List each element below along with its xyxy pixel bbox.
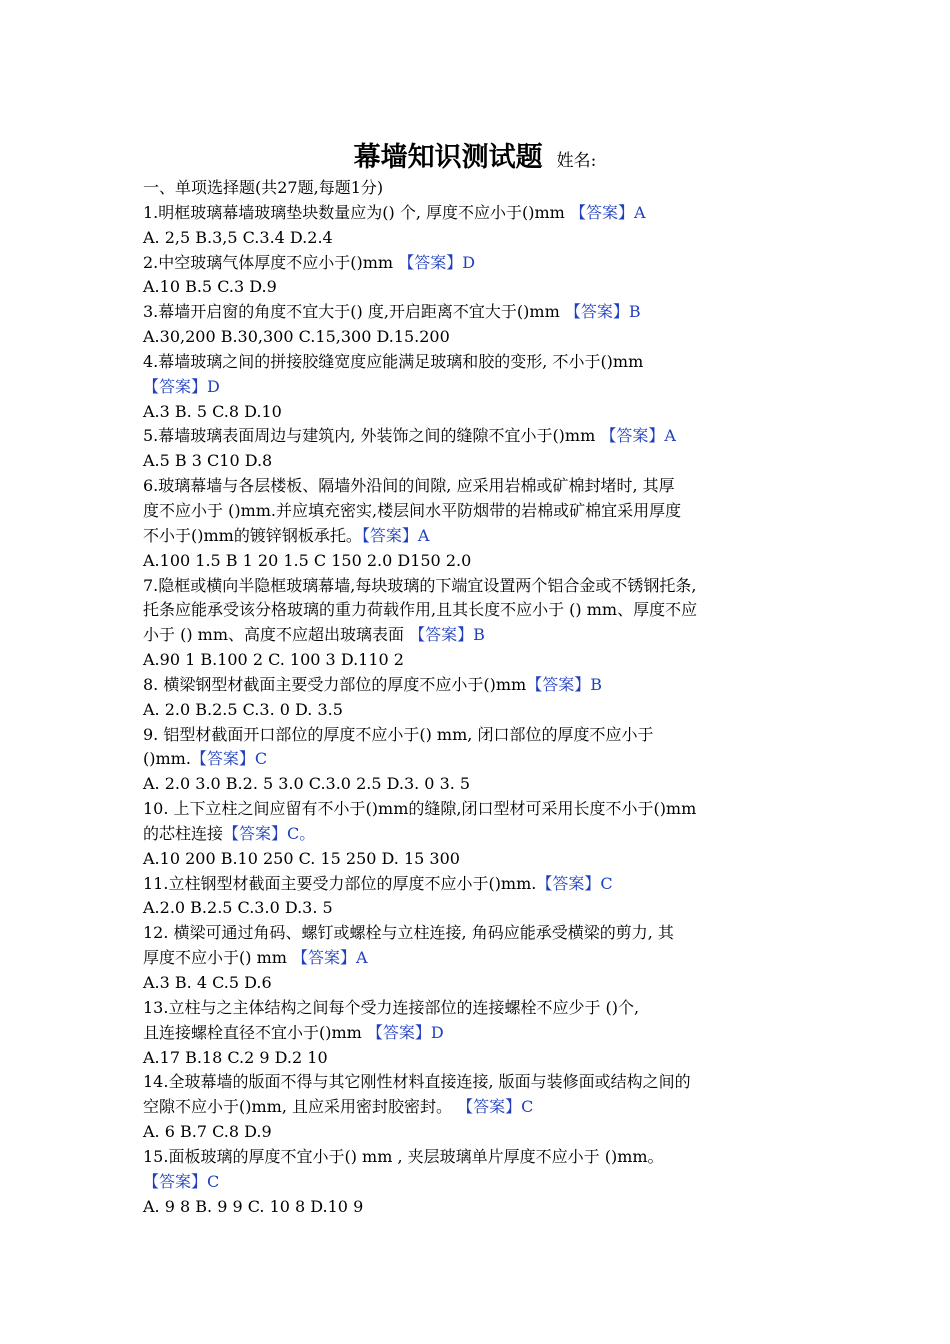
- line-text: 4.幕墙玻璃之间的拼接胶缝宽度应能满足玻璃和胶的变形, 不小于()mm: [143, 351, 644, 371]
- text-line: [143, 1070, 823, 1095]
- question-body: [143, 176, 823, 1219]
- line-text: A.10 200 B.10 250 C. 15 250 D. 15 300: [143, 848, 460, 868]
- line-text: A. 2.0 B.2.5 C.3. 0 D. 3.5: [143, 699, 343, 719]
- text-line: [143, 921, 823, 946]
- name-label: 姓名:: [556, 151, 597, 171]
- page-title: 幕墙知识测试题: [353, 142, 543, 173]
- line-text: A. 9 8 B. 9 9 C. 10 8 D.10 9: [143, 1196, 364, 1216]
- text-line: [143, 1120, 823, 1145]
- text-line: [143, 226, 823, 251]
- text-line: [143, 648, 823, 673]
- line-text: A. 2,5 B.3,5 C.3.4 D.2.4: [143, 227, 333, 247]
- text-line: [143, 1046, 823, 1071]
- line-text: 3.幕墙开启窗的角度不宜大于() 度,开启距离不宜大于()mm: [143, 302, 565, 322]
- answer-label: 【答案】D: [366, 1022, 444, 1042]
- text-line: [143, 1145, 823, 1170]
- answer-label: 【答案】B: [564, 302, 641, 322]
- title-row: [0, 135, 950, 174]
- answer-label: 【答案】A: [569, 202, 646, 222]
- text-line: [143, 350, 823, 375]
- text-line: [143, 598, 823, 623]
- text-line: [143, 474, 823, 499]
- text-line: [143, 698, 823, 723]
- line-text: 2.中空玻璃气体厚度不应小于()mm: [143, 252, 399, 272]
- line-text: 一、单项选择题(共27题,每题1分): [143, 178, 384, 197]
- answer-label: 【答案】C: [190, 749, 268, 769]
- text-line: [143, 549, 823, 574]
- text-line: [143, 325, 823, 350]
- text-line: [143, 1195, 823, 1220]
- line-text: 厚度不应小于() mm: [143, 948, 293, 968]
- line-text: A.100 1.5 B 1 20 1.5 C 150 2.0 D150 2.0: [143, 550, 472, 570]
- answer-label: 【答案】B: [409, 625, 485, 645]
- text-line: [143, 1021, 823, 1046]
- line-text: 13.立柱与之主体结构之间每个受力连接部位的连接螺栓不应少于 ()个,: [143, 997, 640, 1017]
- text-line: [143, 723, 823, 748]
- text-line: [143, 449, 823, 474]
- text-line: [143, 1170, 823, 1195]
- answer-label: 【答案】A: [292, 948, 368, 968]
- line-text: 1.明框玻璃幕墙玻璃垫块数量应为() 个, 厚度不应小于()mm: [143, 202, 570, 222]
- text-line: [143, 872, 823, 897]
- text-line: [143, 623, 823, 648]
- line-text: A. 2.0 3.0 B.2. 5 3.0 C.3.0 2.5 D.3. 0 3. 5: [143, 774, 471, 794]
- text-line: [143, 375, 823, 400]
- line-text: 不小于()mm的镀锌钢板承托。: [143, 525, 362, 545]
- text-line: [143, 847, 823, 872]
- line-text: 10. 上下立柱之间应留有不小于()mm的缝隙,闭口型材可采用长度不小于()mm: [143, 799, 697, 819]
- text-line: [143, 251, 823, 276]
- text-line: [143, 400, 823, 425]
- line-text: 托条应能承受该分格玻璃的重力荷载作用,且其长度不应小于 () mm、厚度不应: [143, 600, 698, 620]
- answer-label: 【答案】C: [536, 873, 613, 893]
- line-text: A.90 1 B.100 2 C. 100 3 D.110 2: [143, 650, 404, 670]
- line-text: A.2.0 B.2.5 C.3.0 D.3. 5: [143, 898, 333, 918]
- line-text: 12. 横梁可通过角码、螺钉或螺栓与立柱连接, 角码应能承受横梁的剪力, 其: [143, 923, 674, 943]
- line-text: 小于 () mm、高度不应超出玻璃表面: [143, 625, 410, 645]
- text-line: [143, 822, 823, 847]
- text-line: [143, 747, 823, 772]
- answer-label: 【答案】D: [143, 376, 220, 396]
- line-text: 6.玻璃幕墙与各层楼板、隔墙外沿间的间隙, 应采用岩棉或矿棉封堵时, 其厚: [143, 476, 675, 496]
- text-line: [143, 946, 823, 971]
- line-text: 度不应小于 ()mm.并应填充密实,楼层间水平防烟带的岩棉或矿棉宜采用厚度: [143, 500, 682, 520]
- text-line: [143, 275, 823, 300]
- answer-label: 【答案】A: [361, 525, 430, 545]
- text-line: [143, 176, 823, 201]
- line-text: A.30,200 B.30,300 C.15,300 D.15.200: [143, 327, 450, 347]
- line-text: A. 6 B.7 C.8 D.9: [143, 1122, 272, 1142]
- text-line: [143, 673, 823, 698]
- text-line: [143, 797, 823, 822]
- line-text: 8. 横梁钢型材截面主要受力部位的厚度不应小于()mm: [143, 674, 527, 694]
- line-text: 的芯柱连接: [143, 823, 224, 843]
- line-text: A.3 B. 4 C.5 D.6: [143, 973, 272, 992]
- text-line: [143, 499, 823, 524]
- line-text: 空隙不应小于()mm, 且应采用密封胶密封。: [143, 1097, 458, 1117]
- line-text: A.17 B.18 C.2 9 D.2 10: [143, 1047, 328, 1067]
- text-line: [143, 971, 823, 996]
- text-line: [143, 524, 823, 549]
- line-text: 14.全玻幕墙的版面不得与其它刚性材料直接连接, 版面与装修面或结构之间的: [143, 1072, 691, 1092]
- answer-label: 【答案】C: [457, 1097, 534, 1117]
- text-line: [143, 300, 823, 325]
- text-line: [143, 1095, 823, 1120]
- answer-label: 【答案】C: [143, 1171, 220, 1191]
- line-text: A.5 B 3 C10 D.8: [143, 451, 273, 471]
- line-text: 11.立柱钢型材截面主要受力部位的厚度不应小于()mm.: [143, 873, 537, 893]
- answer-label: 【答案】A: [600, 426, 676, 446]
- text-line: [143, 201, 823, 226]
- text-line: [143, 772, 823, 797]
- text-line: [143, 574, 823, 599]
- line-text: 15.面板玻璃的厚度不宜小于() mm , 夹层玻璃单片厚度不应小于 ()mm。: [143, 1146, 664, 1166]
- line-text: 7.隐框或横向半隐框玻璃幕墙,每块玻璃的下端宜设置两个铝合金或不锈钢托条,: [143, 575, 697, 595]
- text-line: [143, 424, 823, 449]
- line-text: A.3 B. 5 C.8 D.10: [143, 401, 282, 421]
- answer-label: 【答案】C。: [223, 823, 316, 843]
- line-text: 5.幕墙玻璃表面周边与建筑内, 外装饰之间的缝隙不宜小于()mm: [143, 426, 601, 446]
- line-text: ()mm.: [143, 749, 191, 769]
- text-line: [143, 896, 823, 921]
- answer-label: 【答案】D: [398, 252, 476, 272]
- text-line: [143, 996, 823, 1021]
- line-text: 9. 铝型材截面开口部位的厚度不应小于() mm, 闭口部位的厚度不应小于: [143, 724, 654, 744]
- line-text: A.10 B.5 C.3 D.9: [143, 277, 277, 297]
- line-text: 且连接螺栓直径不宜小于()mm: [143, 1022, 367, 1042]
- answer-label: 【答案】B: [526, 674, 602, 694]
